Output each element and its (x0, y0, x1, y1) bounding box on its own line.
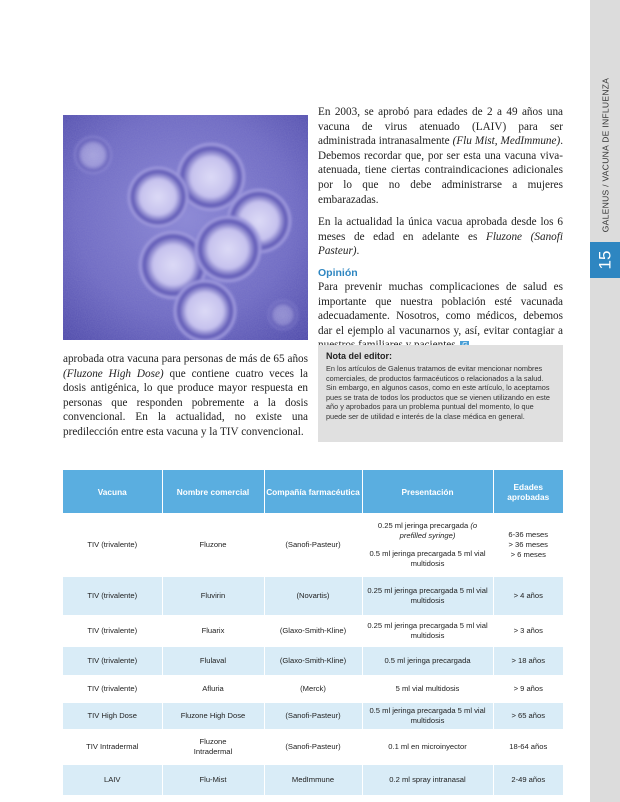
cell-vacuna: LAIV (63, 765, 162, 795)
editor-note-title: Nota del editor: (326, 351, 393, 361)
table-row (63, 675, 563, 703)
text-run: que contiene cuatro veces la dosis antigénica, lo que produce mayor respuesta en personas que responden pobremente a la dosis convencional. En la actualidad, no existe una predilección entre esta vacuna y la TIV convencional. (63, 367, 308, 438)
page-number-tab (590, 242, 620, 278)
column-header-edades: Edades aprobadas (493, 470, 563, 513)
name-line: Fluzone (199, 737, 227, 746)
cell-nombre: Flulaval (162, 647, 264, 675)
table-row (63, 647, 563, 675)
page-number: 15 (594, 250, 614, 270)
virus-micrograph-image (63, 115, 308, 340)
paragraph-opinion (318, 280, 563, 353)
table-row (63, 577, 563, 615)
presentation-note: (o prefilled syringe) (399, 521, 478, 540)
cell-compania: MedImmune (264, 765, 362, 795)
text-run: En 2003, se aprobó para edades de 2 a 49 años una vacuna de virus atenuado (LAIV) para ser administrada intranasalmente (318, 106, 563, 148)
name-line: Intradermal (193, 747, 233, 756)
text-run: . Debemos recordar que, por ser esta una vacuna viva-atenuada, tiene ciertas contraindicaciones adicionales por lo que no debe administrarse a mujeres embarazadas. (318, 135, 563, 206)
cell-vacuna: TIV (trivalente) (63, 513, 162, 577)
section-heading-opinion: Opinión (318, 266, 358, 279)
cell-compania: (Sanofi-Pasteur) (264, 513, 362, 577)
cell-edades: > 9 años (513, 684, 543, 693)
paragraph-laiv (318, 105, 563, 207)
text-run: En la actualidad la única vacua aprobada desde los 6 meses de edad en adelante es (318, 216, 563, 243)
cell-presentacion: 0.1 ml en microinyector (362, 729, 493, 765)
presentation-line: 0.25 ml jeringa precargada (377, 521, 471, 530)
cell-presentacion: 0.5 ml jeringa precargada (362, 647, 493, 675)
presentation-line: 0.5 ml jeringa precargada 5 ml vial multidosis (369, 549, 486, 568)
cell-compania: (Novartis) (264, 577, 362, 615)
cell-nombre: Fluzone (162, 513, 264, 577)
product-name: (Fluzone High Dose) (63, 367, 164, 380)
editor-note-box (318, 345, 563, 442)
cell-vacuna: TIV (trivalente) (63, 577, 162, 615)
cell-vacuna: TIV Intradermal (63, 729, 162, 765)
cell-presentacion: 0.5 ml jeringa precargada 5 ml vial multidosis (362, 703, 493, 729)
cell-vacuna: TIV High Dose (63, 703, 162, 729)
right-text-column (318, 105, 563, 353)
cell-compania: (Glaxo-Smith-Kline) (264, 647, 362, 675)
cell-edades: > 18 años (511, 656, 546, 665)
running-header-text: GALENUS / VACUNA DE INFLUENZA (600, 77, 610, 233)
table-row (63, 729, 563, 765)
cell-edades: > 3 años (513, 626, 543, 635)
cell-compania: (Glaxo-Smith-Kline) (264, 615, 362, 647)
vaccine-table (63, 470, 563, 795)
column-header-compania: Compañía farmacéutica (264, 470, 362, 513)
table-row (63, 703, 563, 729)
column-header-vacuna: Vacuna (63, 470, 162, 513)
table-header-row (63, 470, 563, 513)
cell-edades: 2-49 años (511, 775, 546, 784)
cell-nombre (162, 729, 264, 765)
text-run: aprobada otra vacuna para personas de más de 65 años (63, 353, 308, 365)
cell-edades (493, 513, 563, 577)
cell-compania: (Sanofi-Pasteur) (264, 729, 362, 765)
editor-note-body: En los artículos de Galenus tratamos de evitar mencionar nombres comerciales, de productos farmacéuticos o relacionados a la salud. Sin embargo, en algunos casos, como en este artículo, lo aceptamos pues se trata de todos los productos que se vienen utilizando en este año y aprobados para un problema puntual del momento, lo que puede ser de utilidad e interés de la clase médica en general. (326, 364, 550, 421)
left-text-column (63, 352, 308, 440)
cell-presentacion (362, 513, 493, 577)
cell-presentacion: 5 ml vial multidosis (362, 675, 493, 703)
paragraph-fluzone (318, 215, 563, 259)
cell-nombre: Fluarix (162, 615, 264, 647)
column-header-presentacion: Presentación (362, 470, 493, 513)
table-row (63, 513, 563, 577)
cell-edades: 18-64 años (509, 742, 548, 751)
cell-nombre: Fluvirin (162, 577, 264, 615)
cell-nombre: Fluzone High Dose (162, 703, 264, 729)
table-row (63, 765, 563, 795)
running-header (592, 60, 618, 250)
cell-vacuna: TIV (trivalente) (63, 615, 162, 647)
column-header-nombre: Nombre comercial (162, 470, 264, 513)
age-line: 6-36 meses (508, 530, 549, 539)
cell-nombre: Flu-Mist (162, 765, 264, 795)
cell-presentacion: 0.2 ml spray intranasal (362, 765, 493, 795)
text-run: Para prevenir muchas complicaciones de salud es importante que nuestra población esté vacunada adecuadamente. Nosotros, como médicos, debemos dar el ejemplo al vacunarnos y, así, evitar contagiar a (318, 280, 563, 337)
cell-presentacion: 0.25 ml jeringa precargada 5 ml vial multidosis (362, 577, 493, 615)
age-line: > 36 meses (508, 540, 548, 549)
text-run: . (356, 245, 360, 258)
cell-nombre: Afluria (162, 675, 264, 703)
cell-presentacion: 0.25 ml jeringa precargada 5 ml vial multidosis (362, 615, 493, 647)
cell-vacuna: TIV (trivalente) (63, 647, 162, 675)
age-line: > 6 meses (510, 550, 546, 559)
paragraph-high-dose (63, 352, 308, 440)
cell-compania: (Merck) (264, 675, 362, 703)
cell-edades: > 4 años (513, 591, 543, 600)
product-name: (Flu Mist, MedImmune) (452, 135, 561, 148)
product-name: Fluzone (Sanofi Pasteur) (318, 230, 563, 258)
table-row (63, 615, 563, 647)
cell-compania: (Sanofi-Pasteur) (264, 703, 362, 729)
cell-vacuna: TIV (trivalente) (63, 675, 162, 703)
cell-edades: > 65 años (511, 711, 546, 720)
influenza-virus-icon (63, 115, 308, 340)
